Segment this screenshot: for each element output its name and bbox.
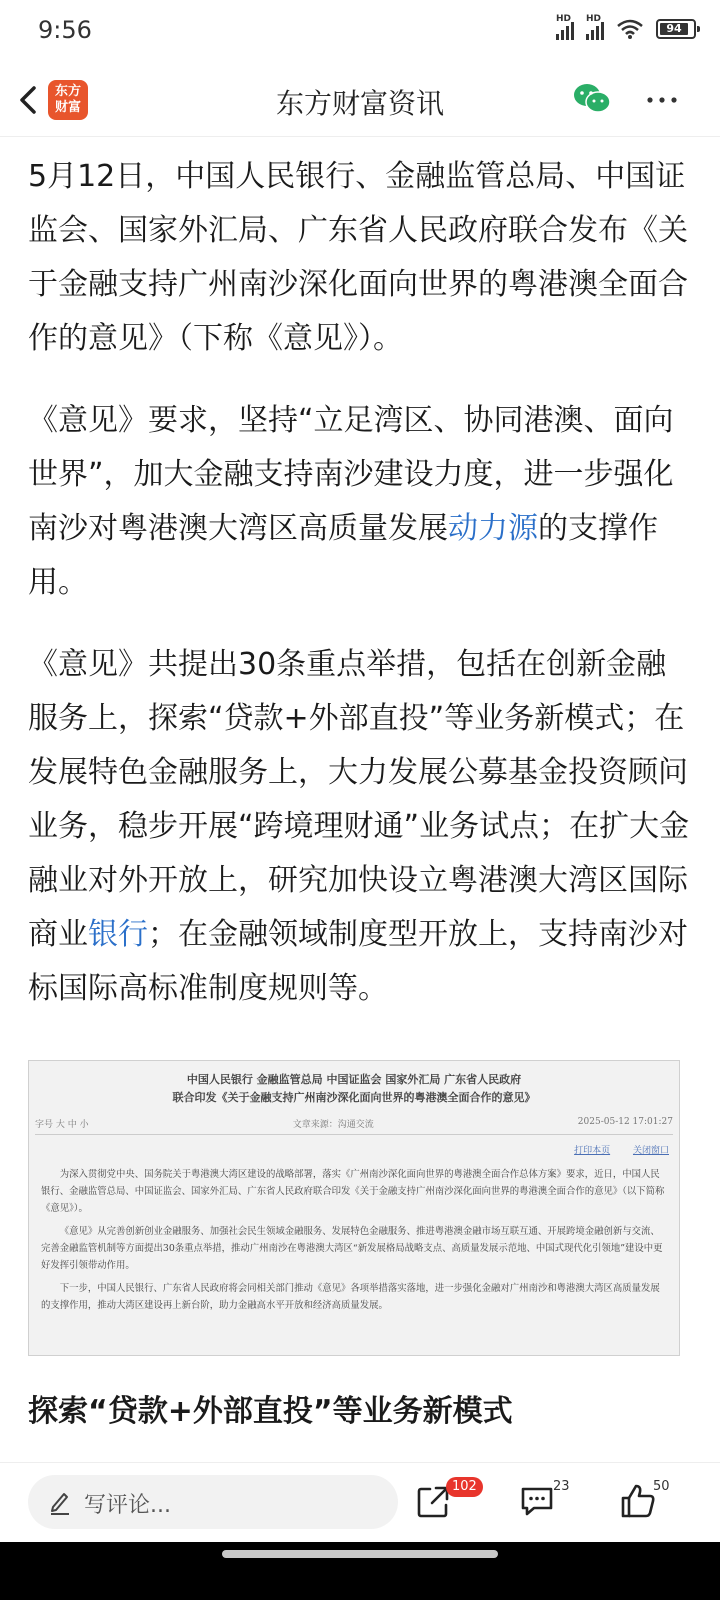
- paragraph-2-text-b: 的支撑作用。: [28, 511, 658, 600]
- doc-font-size: 字号 大 中 小: [35, 1120, 89, 1130]
- status-bar: [0, 0, 720, 64]
- doc-close-link: 关闭窗口: [632, 1146, 669, 1156]
- doc-title: [29, 1071, 679, 1107]
- stock-link-dongliyuan[interactable]: 动力源: [448, 511, 538, 546]
- paragraph-2-text-a: 《意见》要求，坚持“立足湾区、协同港澳、面向世界”，加大金融支持南沙建设力度，进一步强化南沙对粤港澳大湾区高质量发展: [28, 403, 674, 546]
- comment-placeholder: 写评论...: [84, 1493, 171, 1518]
- home-indicator[interactable]: [222, 1550, 498, 1558]
- comment-count: 23: [553, 1479, 570, 1494]
- doc-actions: [29, 1143, 669, 1156]
- section-heading: 探索“贷款+外部直投”等业务新模式: [28, 1394, 513, 1429]
- topic-link-bank[interactable]: 银行: [88, 917, 148, 952]
- pen-icon: [48, 1489, 72, 1515]
- battery-level: 94: [666, 22, 682, 35]
- document-screenshot-image[interactable]: [28, 1060, 680, 1356]
- status-time: 9:56: [38, 16, 92, 44]
- logo-line-2: 财富: [54, 100, 81, 115]
- more-options-icon[interactable]: [644, 86, 680, 114]
- status-icons: [556, 14, 696, 40]
- share-count-badge: 102: [446, 1477, 483, 1497]
- doc-source: 文章来源：沟通交流: [292, 1120, 374, 1130]
- signal-1-label: HD: [556, 14, 572, 24]
- logo-line-1: 东方: [54, 84, 81, 99]
- comment-input[interactable]: [28, 1475, 398, 1529]
- comment-icon[interactable]: [520, 1485, 554, 1517]
- doc-title-line-1: 中国人民银行 金融监管总局 中国证监会 国家外汇局 广东省人民政府: [186, 1073, 522, 1086]
- thumbs-up-icon[interactable]: [620, 1483, 656, 1519]
- battery-icon: [656, 19, 696, 39]
- article-body: [28, 150, 692, 1044]
- doc-meta: [35, 1117, 673, 1135]
- page-title: 东方财富资讯: [275, 87, 444, 120]
- doc-datetime: 2025-05-12 17:01:27: [577, 1117, 673, 1127]
- signal-2-label: HD: [586, 14, 602, 24]
- doc-body: [41, 1166, 667, 1314]
- doc-paragraph-2: 《意见》从完善创新创业金融服务、加强社会民生领域金融服务、发展特色金融服务、推进粤港澳金融市场互联互通、开展跨境金融创新与交流、完善金融监管机制等方面提出30条重点举措，推动广州南沙在粤港澳大湾区“新发展格局战略支点、高质量发展示范地、中国式现代化引领地”建设中更好发挥引领带动作用。: [41, 1226, 663, 1271]
- like-count: 50: [653, 1479, 670, 1494]
- doc-paragraph-1: 为深入贯彻党中央、国务院关于粤港澳大湾区建设的战略部署，落实《广州南沙深化面向世界的粤港澳全面合作总体方案》要求，近日，中国人民银行、金融监管总局、中国证监会、国家外汇局、广东省人民政府联合印发《关于金融支持广州南沙深化面向世界的粤港澳全面合作的意见》（以下简称《意见》）。: [41, 1169, 665, 1214]
- signal-1-icon: [556, 14, 574, 40]
- wechat-share-icon[interactable]: [572, 82, 612, 116]
- paragraph-3-text-a: 《意见》共提出30条重点举措，包括在创新金融服务上，探索“贷款+外部直投”等业务新模式；在发展特色金融服务上，大力发展公募基金投资顾问业务，稳步开展“跨境理财通”业务试点；在扩大金融业对外开放上，研究加快设立粤港澳大湾区国际商业: [28, 647, 690, 952]
- wifi-icon: [616, 18, 644, 40]
- paragraph-2: [28, 394, 692, 610]
- doc-print-link: 打印本页: [574, 1146, 611, 1156]
- share-icon[interactable]: [416, 1485, 450, 1519]
- paragraph-3-text-b: ；在金融领域制度型开放上，支持南沙对标国际高标准制度规则等。: [28, 917, 688, 1006]
- signal-2-icon: [586, 14, 604, 40]
- doc-paragraph-3: 下一步，中国人民银行、广东省人民政府将会同相关部门推动《意见》各项举措落实落地，进一步强化金融对广州南沙和粤港澳大湾区高质量发展的支撑作用，推动大湾区建设再上新台阶，助力金融高水平开放和经济高质量发展。: [41, 1283, 660, 1311]
- doc-title-line-2: 联合印发《关于金融支持广州南沙深化面向世界的粤港澳全面合作的意见》: [172, 1091, 536, 1104]
- bottom-action-bar: [0, 1462, 720, 1543]
- app-header: [0, 64, 720, 137]
- paragraph-3: [28, 638, 692, 1016]
- paragraph-1: 5月12日，中国人民银行、金融监管总局、中国证监会、国家外汇局、广东省人民政府联合发布《关于金融支持广州南沙深化面向世界的粤港澳全面合作的意见》（下称《意见》）。: [28, 159, 688, 356]
